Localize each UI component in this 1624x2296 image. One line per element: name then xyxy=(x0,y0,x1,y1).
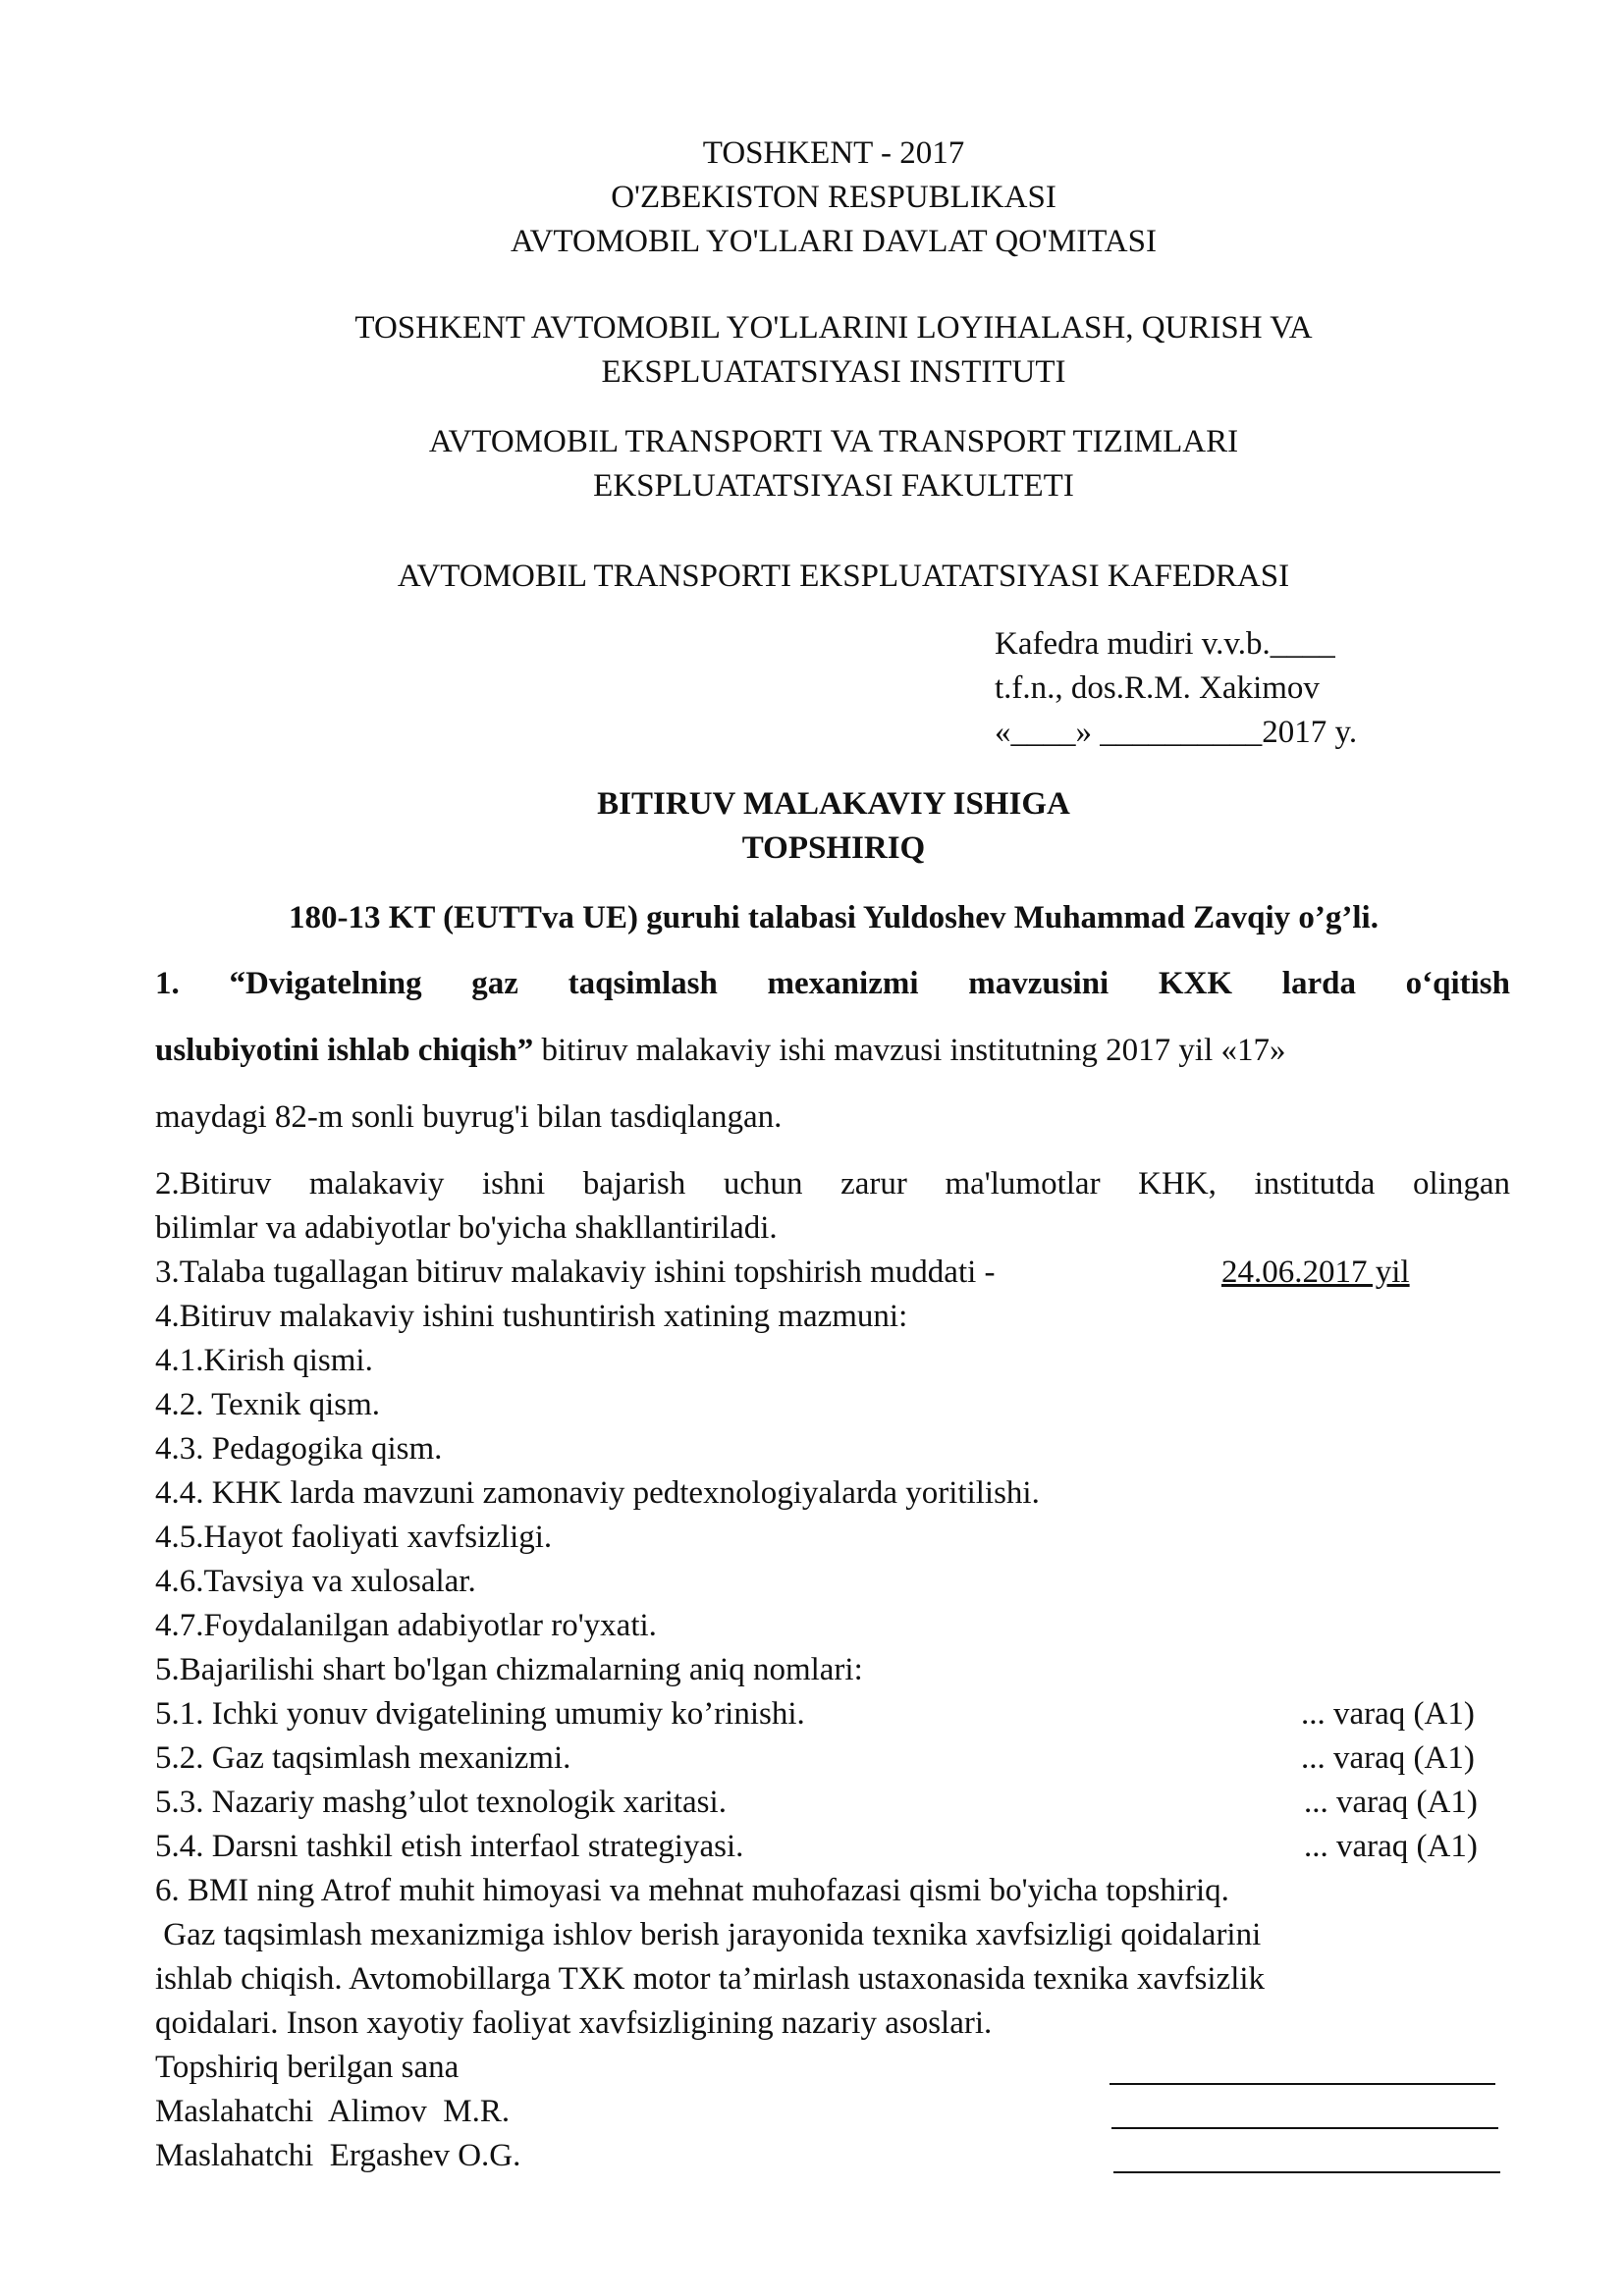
item2-line2: bilimlar va adabiyotlar bo'yicha shakllantiriladi. xyxy=(155,1210,778,1246)
drawing-sheets: ... varaq (A1) xyxy=(1304,1785,1478,1820)
drawing-name: 5.1. Ichki yonuv dvigatelining umumiy ko’rinishi. xyxy=(155,1696,805,1732)
drawing-name: 5.4. Darsni tashkil etish interfaol strategiyasi. xyxy=(155,1829,744,1864)
list-item: 4.5.Hayot faoliyati xavfsizligi. xyxy=(155,1520,553,1555)
item1-line2-rest: bitiruv malakaviy ishi mavzusi institutning 2017 yil «17» xyxy=(533,1033,1286,1068)
list-item: 4.6.Tavsiya va xulosalar. xyxy=(155,1564,476,1599)
faculty-name-line1: AVTOMOBIL TRANSPORTI VA TRANSPORT TIZIMLARI xyxy=(428,424,1239,459)
item6-line3: qoidalari. Inson xayotiy faoliyat xavfsizligining nazariy asoslari. xyxy=(155,2005,993,2041)
committee-name: AVTOMOBIL YO'LLARI DAVLAT QO'MITASI xyxy=(511,224,1157,259)
institute-name-line2: EKSPLUATATSIYASI INSTITUTI xyxy=(601,354,1066,390)
drawing-name: 5.3. Nazariy mashg’ulot texnologik xaritasi. xyxy=(155,1785,727,1820)
signature-label: Maslahatchi Alimov M.R. xyxy=(155,2094,511,2129)
signature-label: Maslahatchi Ergashev O.G. xyxy=(155,2138,521,2173)
item6-heading: 6. BMI ning Atrof muhit himoyasi va mehnat muhofazasi qismi bo'yicha topshiriq. xyxy=(155,1873,1229,1908)
list-item: 4.2. Texnik qism. xyxy=(155,1387,381,1422)
item1-topic-end: uslubiyotini ishlab chiqish” xyxy=(155,1033,534,1068)
list-item: 4.1.Kirish qismi. xyxy=(155,1343,373,1378)
signature-line xyxy=(1111,2127,1498,2129)
item6-line1: Gaz taqsimlash mexanizmiga ishlov berish jarayonida texnika xavfsizligi qoidalarini xyxy=(155,1917,1262,1952)
city-year: TOSHKENT - 2017 xyxy=(702,135,965,171)
item1-line1: 1. “Dvigatelning gaz taqsimlash mexanizmi mavzusini KXK larda o‘qitish xyxy=(155,966,1510,1001)
signature-line xyxy=(1113,2171,1500,2173)
item4-heading: 4.Bitiruv malakaviy ishini tushuntirish xatining mazmuni: xyxy=(155,1299,908,1334)
list-item: 4.4. KHK larda mavzuni zamonaviy pedtexnologiyalarda yoritilishi. xyxy=(155,1475,1040,1511)
signature-line xyxy=(1110,2083,1495,2085)
item5-heading: 5.Bajarilishi shart bo'lgan chizmalarning aniq nomlari: xyxy=(155,1652,863,1687)
drawing-sheets: ... varaq (A1) xyxy=(1304,1829,1478,1864)
approval-name: t.f.n., dos.R.M. Xakimov xyxy=(995,670,1320,706)
republic-name: O'ZBEKISTON RESPUBLIKASI xyxy=(611,180,1056,215)
document-title-line1: BITIRUV MALAKAVIY ISHIGA xyxy=(597,786,1070,822)
institute-name-line1: TOSHKENT AVTOMOBIL YO'LLARINI LOYIHALASH, QURISH VA xyxy=(354,310,1313,346)
approval-date: «____» __________2017 y. xyxy=(995,715,1358,750)
document-title-line2: TOPSHIRIQ xyxy=(741,830,926,866)
item3-text: 3.Talaba tugallagan bitiruv malakaviy ishini topshirish muddati - xyxy=(155,1255,996,1290)
item1-line2 xyxy=(155,1029,1286,1073)
faculty-name-line2: EKSPLUATATSIYASI FAKULTETI xyxy=(593,468,1074,504)
list-item: 4.3. Pedagogika qism. xyxy=(155,1431,443,1467)
student-line: 180-13 KT (EUTTva UE) guruhi talabasi Yuldoshev Muhammad Zavqiy o’g’li. xyxy=(289,900,1379,935)
signature-label: Topshiriq berilgan sana xyxy=(155,2050,460,2085)
item3-deadline-date: 24.06.2017 yil xyxy=(1221,1255,1410,1290)
drawing-sheets: ... varaq (A1) xyxy=(1301,1696,1475,1732)
drawing-sheets: ... varaq (A1) xyxy=(1301,1740,1475,1776)
approval-head: Kafedra mudiri v.v.b.____ xyxy=(995,626,1335,662)
list-item: 4.7.Foydalanilgan adabiyotlar ro'yxati. xyxy=(155,1608,657,1643)
department-name: AVTOMOBIL TRANSPORTI EKSPLUATATSIYASI KAFEDRASI xyxy=(397,559,1290,594)
item1-line3: maydagi 82-m sonli buyrug'i bilan tasdiqlangan. xyxy=(155,1099,783,1135)
drawing-name: 5.2. Gaz taqsimlash mexanizmi. xyxy=(155,1740,571,1776)
item6-line2: ishlab chiqish. Avtomobillarga TXK motor ta’mirlash ustaxonasida texnika xavfsizlik xyxy=(155,1961,1266,1997)
item2-line1: 2.Bitiruv malakaviy ishni bajarish uchun zarur ma'lumotlar KHK, institutda olingan xyxy=(155,1166,1510,1201)
